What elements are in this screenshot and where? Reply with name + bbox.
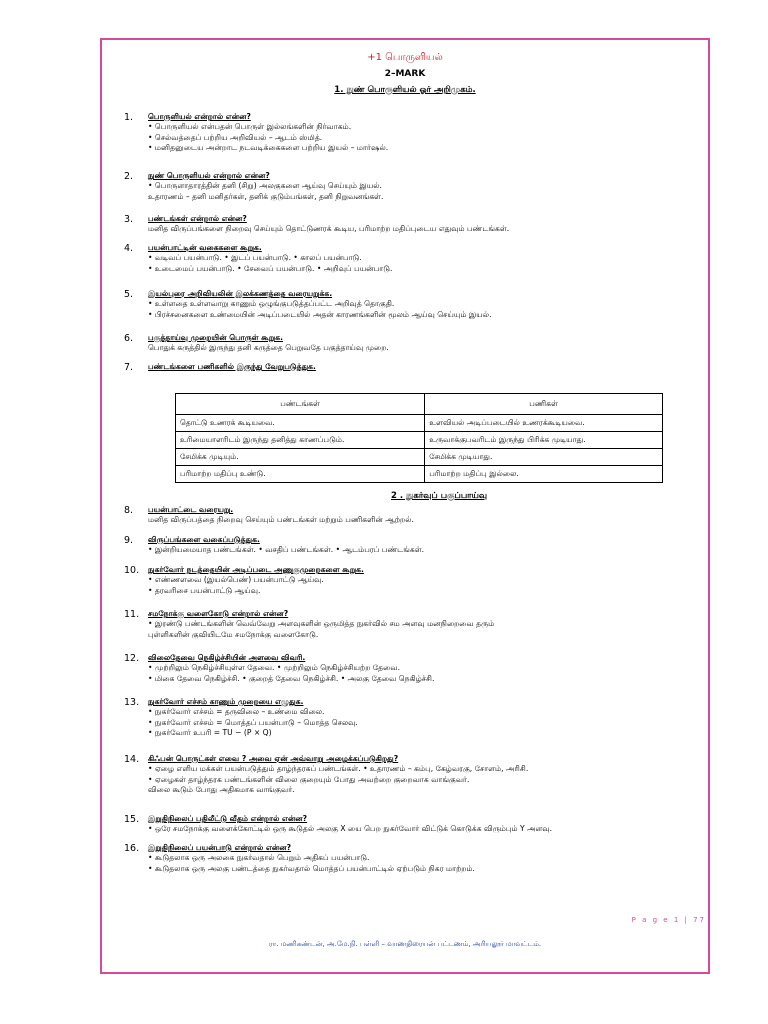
answer-line: • ஒரே சமநோக்கு வளைக்கோட்டில் ஒரு கூடுதல் அலகு X யை பெற நுகர்வோர் விட்டுக் கொடுக்க விரும்பும் Y அளவு. [148,824,553,834]
question-title: பயன்பாட்டின் வகைகளை கூறுக. [148,243,262,252]
question-title: இறுதிநிலைப் பதிலீட்டு வீதம் என்றால் என்ன? [148,814,308,823]
table-cell: தொட்டு உணரக் கூடியவை. [176,415,425,432]
question-title: பொருளியல் என்றால் என்ன? [148,112,251,121]
answer-line: புள்ளிகளின் குவியிடமே சமநோக்கு வளைகோடு. [148,629,319,639]
answer-line: • இன்றியமையாத பண்டங்கள். • வசதிப் பண்டங்கள். • ஆடம்பரப் பண்டங்கள். [148,545,424,555]
question-number: 16. [124,843,140,854]
table-header-row [176,394,663,415]
question-title: இறுதிநிலைப் பயன்பாடு என்றால் என்ன? [148,843,292,852]
question-item [124,505,704,526]
question-item [124,243,704,274]
answer-line: • இரண்டு பண்டங்களின் வெவ்வேறு அளவுகளின் ஒருமித்த நுகர்வில் சம அளவு மனநிறைவை தரும் [148,619,495,629]
question-number: 7. [124,362,134,373]
question-item [124,814,704,835]
question-number: 6. [124,333,134,344]
question-title: நுகர்வோர் நடத்தையின் அடிப்படை அணுகுமுறைகளை கூறுக. [148,565,364,574]
question-number: 15. [124,814,140,825]
table-header-services: பணிகள் [425,394,663,415]
answer-line: • நுகர்வோர் உபரி = TU − (P × Q) [148,728,272,738]
answer-line: • நுகர்வோர் எச்சம் = தருவிலை – உண்மை விலை. [148,707,325,717]
answer-line: • ஏழைகள் தாழ்ந்தரக பண்டங்களின் விலை குறையும் போது அவற்றை குறைவாக வாங்குவர். [148,774,470,784]
question-item [124,697,704,739]
answer-line: மனித விருப்பத்தை நிறைவு செய்யும் பண்டங்கள் மற்றும் பணிகளின் ஆற்றல். [148,515,414,525]
question-title: பண்டங்களை பணிகளில் இருந்து வேறுபடுத்துக. [148,362,316,371]
question-number: 4. [124,243,134,254]
table-cell: உரிமையாளரிடம் இருந்து தனித்து காணப்படும். [176,432,425,449]
question-item [124,333,704,354]
question-item [124,289,704,320]
answer-line: • பொருளாதாரத்தின் தனி (சிறு) அலகுகளை ஆய்வு செய்யும் இயல். [148,181,382,191]
answer-line: • உள்ளதை உள்ளவாறு காணும் ஒழுங்குபடுத்தப்பட்ட அறிவுத் தொகுதி. [148,299,395,309]
question-number: 12. [124,653,140,664]
question-title: பயன்பாட்டை வரையறு. [148,505,234,514]
table-cell: பரிமாற்ற மதிப்பு இல்லை. [425,466,663,483]
question-number: 1. [124,112,134,123]
answer-line: • பொருளியல் என்பதன் பொருள் இல்லங்களின் நிர்வாகம். [148,122,352,132]
answer-line: • மனிதனுடைய அன்றாட நடவடிக்கைகளை பற்றிய இயல் – மார்ஷல். [148,143,389,153]
answer-line: • முற்றிலும் நெகிழ்ச்சியுள்ள தேவை. • முற்றிலும் நெகிழ்ச்சியற்ற தேவை. [148,663,400,673]
table-row [176,466,663,483]
answer-line: • நுகர்வோர் எச்சம் = மொத்தப் பயன்பாடு – மொத்த செலவு. [148,717,358,727]
question-item [124,565,704,596]
question-number: 13. [124,697,140,708]
table-row [176,449,663,466]
question-item [124,112,704,154]
question-title: பகுத்தாய்வு முறையின் பொருள் கூறுக. [148,333,283,342]
answer-line: • பிரச்சனைகளை உண்மையின் அடிப்படையில் அதன் காரணங்களின் மூலம் ஆய்வு செய்யும் இயல். [148,309,492,319]
comparison-table [175,393,663,483]
answer-line: • கூடுதலாக ஒரு அலகு பண்டத்தை நுகர்வதால் மொத்தப் பயன்பாட்டில் ஏற்படும் நிகர மாற்றம். [148,863,475,873]
question-number: 3. [124,214,134,225]
question-item [124,535,704,556]
question-item [124,362,704,372]
answer-line: • கூடுதலாக ஒரு அலகை நுகர்வதால் பெறும் அதிகப் பயன்பாடு. [148,853,370,863]
table-row [176,415,663,432]
question-number: 10. [124,565,140,576]
answer-line: • உடைமைப் பயன்பாடு. • சேவைப் பயன்பாடு. • அறிவுப் பயன்பாடு. [148,263,393,273]
table-cell: உருவாக்குபவரிடம் இருந்து பிரிக்க முடியாது. [425,432,663,449]
question-number: 11. [124,609,140,620]
question-title: சமநோக்கு வளைகோடு என்றால் என்ன? [148,609,289,618]
section-heading-2: 2 . நுகர்வுப் பகுப்பாய்வு [391,491,488,501]
mark-heading: 2–MARK [384,69,426,79]
question-title: விலைதேவை நெகிழ்ச்சியின் அளவை விவரி. [148,653,306,662]
question-item [124,609,704,640]
answer-line: மனித விருப்பங்களை நிறைவு செய்யும் தொட்டுணரக் கூடிய, பரிமாற்ற மதிப்புடைய எதுவும் பண்டங்கள். [148,224,510,234]
question-item [124,171,704,202]
table-cell: பரிமாற்ற மதிப்பு உண்டு. [176,466,425,483]
answer-line: • தரவரிசை பயன்பாட்டு ஆய்வு. [148,585,261,595]
question-title: பண்டங்கள் என்றால் என்ன? [148,214,247,223]
table-cell: உளவியல் அடிப்படையில் உணரக்கூடியவை. [425,415,663,432]
question-number: 2. [124,171,134,182]
question-number: 8. [124,505,134,516]
question-item [124,843,704,874]
question-title: இயல்புரை அறிவியலின் இலக்கணத்தை வரையறுக்க. [148,289,333,298]
answer-line: உதாரணம் – தனி மனிதர்கள், தனிக் குடும்பங்கள், தனி நிறுவனங்கள். [148,191,384,201]
question-item [124,653,704,684]
question-item [124,754,704,796]
table-header-goods: பண்டங்கள் [176,394,425,415]
answer-line: • ஏழை எளிய மக்கள் பயன்படுத்தும் தாழ்ந்தரகப் பண்டங்கள். • உதாரணம் – கம்பு, கேழ்வரகு, சோளம், அரிசி. [148,764,529,774]
page-title: +1 பொருளியல் [367,52,443,63]
section-heading-1: 1. நுண் பொருளியல் ஓர் அறிமுகம். [334,85,476,95]
answer-line: • வடிவப் பயன்பாடு. • இடப் பயன்பாடு. • காலப் பயன்பாடு. [148,253,362,263]
answer-line: • செல்வத்தைப் பற்றிய அறிவியல் – ஆடம் ஸ்மித். [148,132,323,142]
question-item [124,214,704,235]
table-cell: சேமிக்க முடியும். [176,449,425,466]
question-number: 14. [124,754,140,765]
question-title: விருப்பங்களை வகைப்படுத்துக. [148,535,260,544]
answer-line: பொதுக் கருத்தில் இருந்து தனி கருத்தை பெறுவதே பகுத்தாய்வு முறை. [148,343,389,353]
answer-line: விலை கூடும் போது அதிகமாக வாங்குவர். [148,785,295,795]
question-title: நுகர்வோர் எச்சம் காணும் முறையை எழுதுக. [148,697,304,706]
question-number: 9. [124,535,134,546]
answer-line: • எண்ணளவை (இயல்பெண்) பயன்பாட்டு ஆய்வு. [148,575,324,585]
table-cell: சேமிக்க முடியாது. [425,449,663,466]
question-number: 5. [124,289,134,300]
question-title: கிஃபன் பொருட்கள் எவை ? அவை ஏன் அவ்வாறு அழைக்கப்படுகிறது? [148,754,399,763]
table-row [176,432,663,449]
question-title: நுண் பொருளியல் என்றால் என்ன? [148,171,270,180]
answer-line: • மிகை தேவை நெகிழ்ச்சி. • குறைத் தேவை நெகிழ்ச்சி. • அலகு தேவை நெகிழ்ச்சி. [148,673,435,683]
page-number: P a g e 1 | 77 [631,916,706,924]
footer-author: ரா. மணிகண்டன், அ.மே.நி. பள்ளி – வாணதிரையன் பட்டணம், அரியலூர் மாவட்டம். [268,940,542,948]
